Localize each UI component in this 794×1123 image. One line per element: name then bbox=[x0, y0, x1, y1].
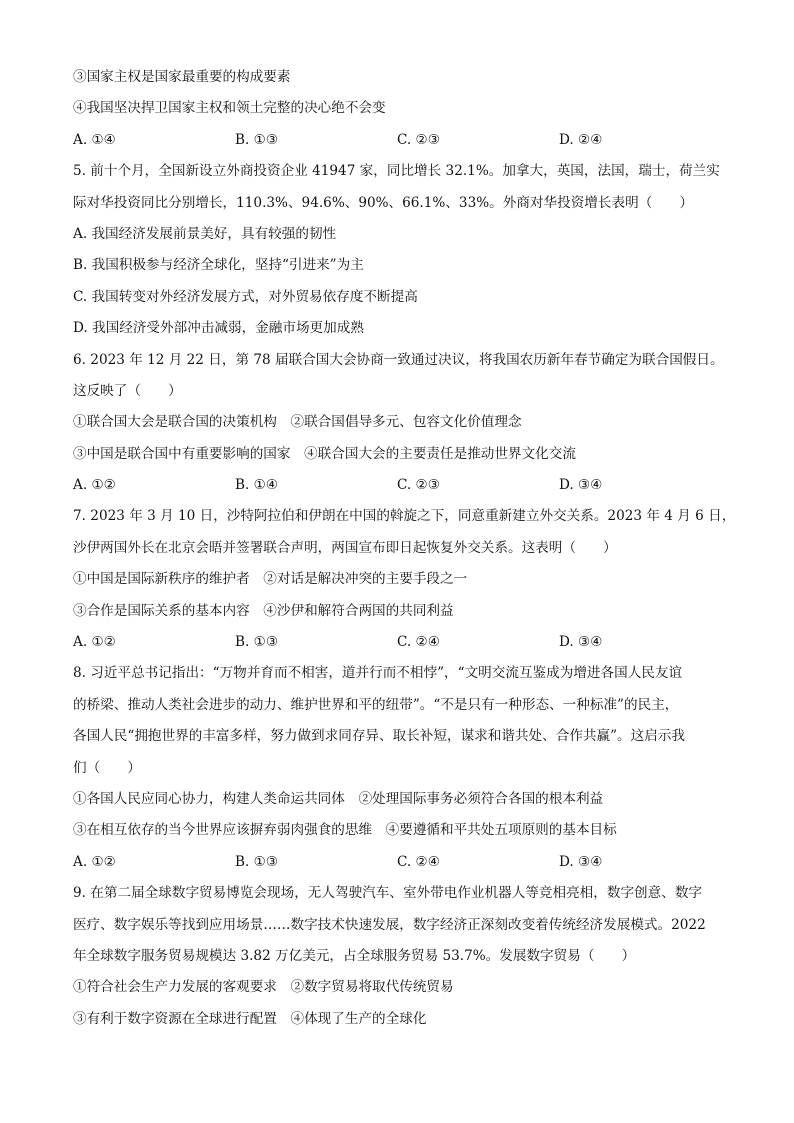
question-stem-line: 的桥梁、推动人类社会进步的动力、维护世界和平的纽带”。“不是只有一种形态、一种标准”的民主， bbox=[73, 696, 679, 713]
option-d: D. ③④ bbox=[559, 477, 603, 494]
statement-line: ③中国是联合国中有重要影响的国家 ④联合国大会的主要责任是推动世界文化交流 bbox=[73, 445, 576, 462]
statement-line: ③有利于数字资源在全球进行配置 ④体现了生产的全球化 bbox=[73, 1010, 427, 1027]
option-c: C. ②③ bbox=[397, 131, 440, 148]
question-stem-line: 年全球数字服务贸易规模达 3.82 万亿美元，占全球服务贸易 53.7%。发展数字贸易（ ） bbox=[73, 947, 636, 964]
question-stem-line: 这反映了（ ） bbox=[73, 382, 182, 399]
option-c: C. ②④ bbox=[397, 634, 440, 651]
question-6 bbox=[73, 345, 724, 502]
question-stem-line: 5. 前十个月，全国新设立外商投资企业 41947 家，同比增长 32.1%。加拿大，英国，法国，瑞士，荷兰实 bbox=[73, 163, 720, 180]
option-a: A. ①② bbox=[73, 477, 116, 494]
statement-4: ④我国坚决捍卫国家主权和领土完整的决心绝不会变 bbox=[73, 100, 386, 117]
question-stem-line: 际对华投资同比分别增长，110.3%、94.6%、90%、66.1%、33%。外商对华投资增长表明（ ） bbox=[73, 194, 694, 211]
option-a: A. ①② bbox=[73, 853, 116, 870]
question-9 bbox=[73, 878, 721, 1035]
answer-options bbox=[73, 847, 721, 878]
question-stem-line: 医疗、数字娱乐等找到应用场景……数字技术快速发展，数字经济正深刻改变着传统经济发展模式。2022 bbox=[73, 916, 706, 933]
answer-options bbox=[73, 470, 721, 501]
question-stem-line: 6. 2023 年 12 月 22 日，第 78 届联合国大会协商一致通过决议，将我国农历新年春节确定为联合国假日。 bbox=[73, 351, 724, 368]
question-5 bbox=[73, 156, 721, 344]
question-stem-line: 沙伊两国外长在北京会晤并签署联合声明，两国宣布即日起恢复外交关系。这表明（ ） bbox=[73, 539, 617, 556]
option-d: D. ③④ bbox=[559, 853, 603, 870]
option-a: A. ①④ bbox=[73, 131, 116, 148]
exam-content bbox=[73, 62, 736, 1035]
statement-line: ①联合国大会是联合国的决策机构 ②联合国倡导多元、包容文化价值理念 bbox=[73, 414, 522, 431]
question-stem-line: 9. 在第二届全球数字贸易博览会现场，无人驾驶汽车、室外带电作业机器人等竞相亮相，数字创意、数字 bbox=[73, 885, 703, 902]
option-b: B. ①④ bbox=[235, 477, 279, 494]
question-7 bbox=[73, 501, 736, 658]
question-stem-line: 7. 2023 年 3 月 10 日，沙特阿拉伯和伊朗在中国的斡旋之下，同意重新建立外交关系。2023 年 4 月 6 日， bbox=[73, 508, 736, 525]
question-stem-line: 8. 习近平总书记指出：“万物并育而不相害，道并行而不相悖”，“文明交流互鉴成为增进各国人民友谊 bbox=[73, 665, 683, 682]
option-b: B. ①③ bbox=[235, 853, 279, 870]
choice-c: C. 我国转变对外经济发展方式，对外贸易依存度不断提高 bbox=[73, 288, 418, 305]
option-b: B. ①③ bbox=[235, 634, 279, 651]
question-8 bbox=[73, 658, 721, 878]
option-c: C. ②④ bbox=[397, 853, 440, 870]
choice-a: A. 我国经济发展前景美好，具有较强的韧性 bbox=[73, 225, 337, 242]
answer-options bbox=[73, 627, 721, 658]
statement-line: ③在相互依存的当今世界应该摒弃弱肉强食的思维 ④要遵循和平共处五项原则的基本目标 bbox=[73, 822, 617, 839]
option-b: B. ①③ bbox=[235, 131, 279, 148]
option-d: D. ③④ bbox=[559, 634, 603, 651]
statement-line: ③合作是国际关系的基本内容 ④沙伊和解符合两国的共同利益 bbox=[73, 602, 454, 619]
question-4-tail bbox=[73, 62, 721, 156]
statement-line: ①各国人民应同心协力，构建人类命运共同体 ②处理国际事务必须符合各国的根本利益 bbox=[73, 790, 604, 807]
option-a: A. ①② bbox=[73, 634, 116, 651]
question-stem-line: 各国人民“拥抱世界的丰富多样，努力做到求同存异、取长补短，谋求和谐共处、合作共赢”。这启示我 bbox=[73, 728, 686, 745]
option-d: D. ②④ bbox=[559, 131, 603, 148]
statement-line: ①符合社会生产力发展的客观要求 ②数字贸易将取代传统贸易 bbox=[73, 979, 454, 996]
statement-3: ③国家主权是国家最重要的构成要素 bbox=[73, 69, 291, 85]
question-stem-line: 们（ ） bbox=[73, 759, 141, 776]
choice-b: B. 我国积极参与经济全球化，坚持“引进来”为主 bbox=[73, 257, 364, 274]
statement-line: ①中国是国际新秩序的维护者 ②对话是解决冲突的主要手段之一 bbox=[73, 571, 468, 588]
answer-options bbox=[73, 125, 721, 156]
choice-d: D. 我国经济受外部冲击减弱，金融市场更加成熟 bbox=[73, 320, 364, 337]
option-c: C. ②③ bbox=[397, 477, 440, 494]
